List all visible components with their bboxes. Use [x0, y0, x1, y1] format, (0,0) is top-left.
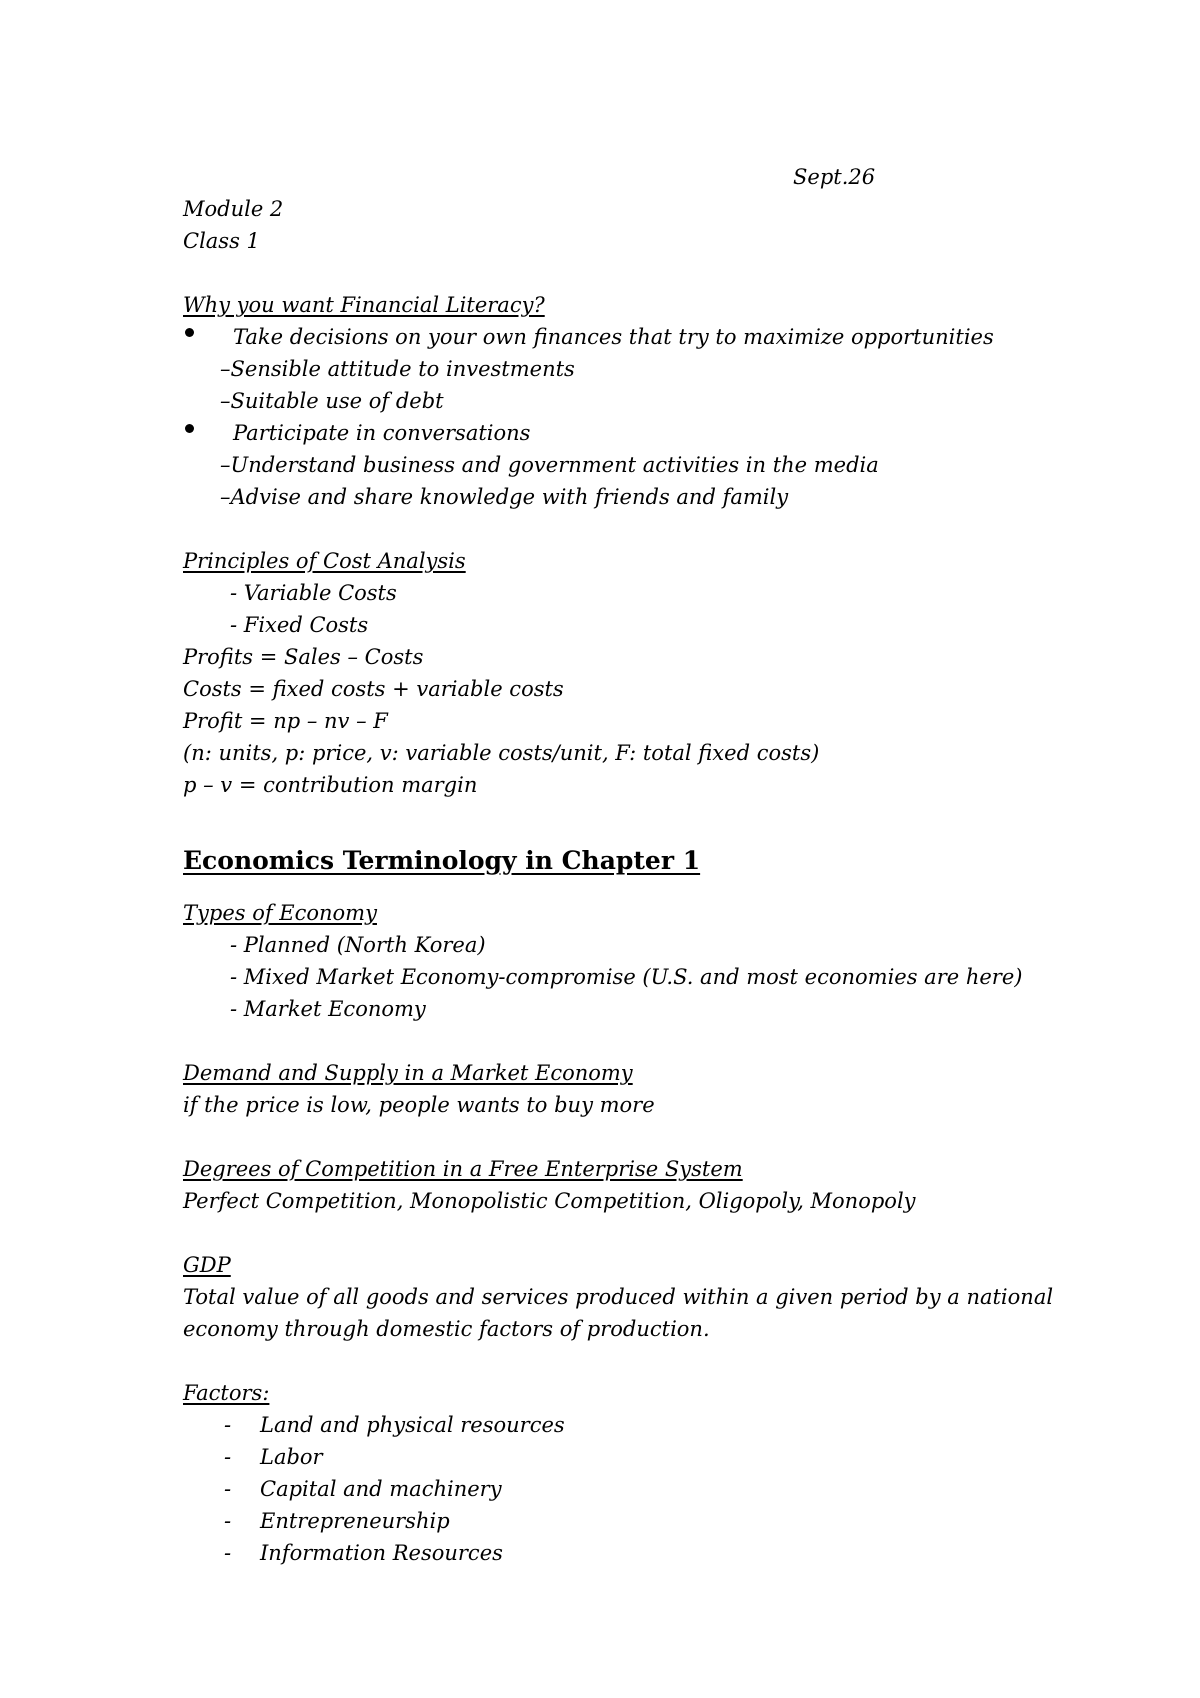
gdp-text-line: economy through domestic factors of production. [183, 1317, 710, 1341]
formula-line: Costs = fixed costs + variable costs [183, 677, 564, 701]
factor-item: Entrepreneurship [260, 1509, 450, 1533]
factor-item: Capital and machinery [260, 1477, 502, 1501]
sub-item: –Understand business and government activities in the media [220, 453, 879, 477]
cost-item: - Variable Costs [230, 581, 397, 605]
sub-item: –Sensible attitude to investments [220, 357, 575, 381]
date-text: Sept.26 [793, 165, 876, 189]
economy-type-item: - Market Economy [230, 997, 426, 1021]
factor-item: Information Resources [260, 1541, 503, 1565]
demand-supply-heading: Demand and Supply in a Market Economy [183, 1061, 633, 1085]
chapter-title: Economics Terminology in Chapter 1 [183, 846, 701, 875]
dash-marker: - [224, 1477, 232, 1501]
cost-item: - Fixed Costs [230, 613, 369, 637]
economy-type-item: - Mixed Market Economy-compromise (U.S. and most economies are here) [230, 965, 1023, 989]
factor-item: Land and physical resources [260, 1413, 565, 1437]
competition-text: Perfect Competition, Monopolistic Competition, Oligopoly, Monopoly [183, 1189, 916, 1213]
dash-marker: - [224, 1509, 232, 1533]
formula-line: Profits = Sales – Costs [183, 645, 424, 669]
competition-heading: Degrees of Competition in a Free Enterprise System [183, 1157, 743, 1181]
bullet-icon [185, 328, 194, 337]
sub-item: –Suitable use of debt [220, 389, 444, 413]
financial-literacy-heading: Why you want Financial Literacy? [183, 293, 545, 317]
sub-item: –Advise and share knowledge with friends and family [220, 485, 789, 509]
dash-marker: - [224, 1413, 232, 1437]
demand-supply-text: if the price is low, people wants to buy more [183, 1093, 655, 1117]
cost-analysis-heading: Principles of Cost Analysis [183, 549, 466, 573]
module-label: Module 2 [183, 197, 284, 221]
gdp-heading: GDP [183, 1253, 231, 1277]
dash-marker: - [224, 1541, 232, 1565]
economy-types-heading: Types of Economy [183, 901, 377, 925]
bullet-item: Participate in conversations [233, 421, 531, 445]
dash-marker: - [224, 1445, 232, 1469]
formula-line: p – v = contribution margin [183, 773, 478, 797]
gdp-text-line: Total value of all goods and services produced within a given period by a national [183, 1285, 1054, 1309]
formula-line: Profit = np – nv – F [183, 709, 388, 733]
bullet-item: Take decisions on your own finances that try to maximize opportunities [233, 325, 994, 349]
economy-type-item: - Planned (North Korea) [230, 933, 486, 957]
bullet-icon [185, 424, 194, 433]
factor-item: Labor [260, 1445, 323, 1469]
class-label: Class 1 [183, 229, 260, 253]
factors-heading: Factors: [183, 1381, 270, 1405]
formula-line: (n: units, p: price, v: variable costs/unit, F: total fixed costs) [183, 741, 820, 765]
